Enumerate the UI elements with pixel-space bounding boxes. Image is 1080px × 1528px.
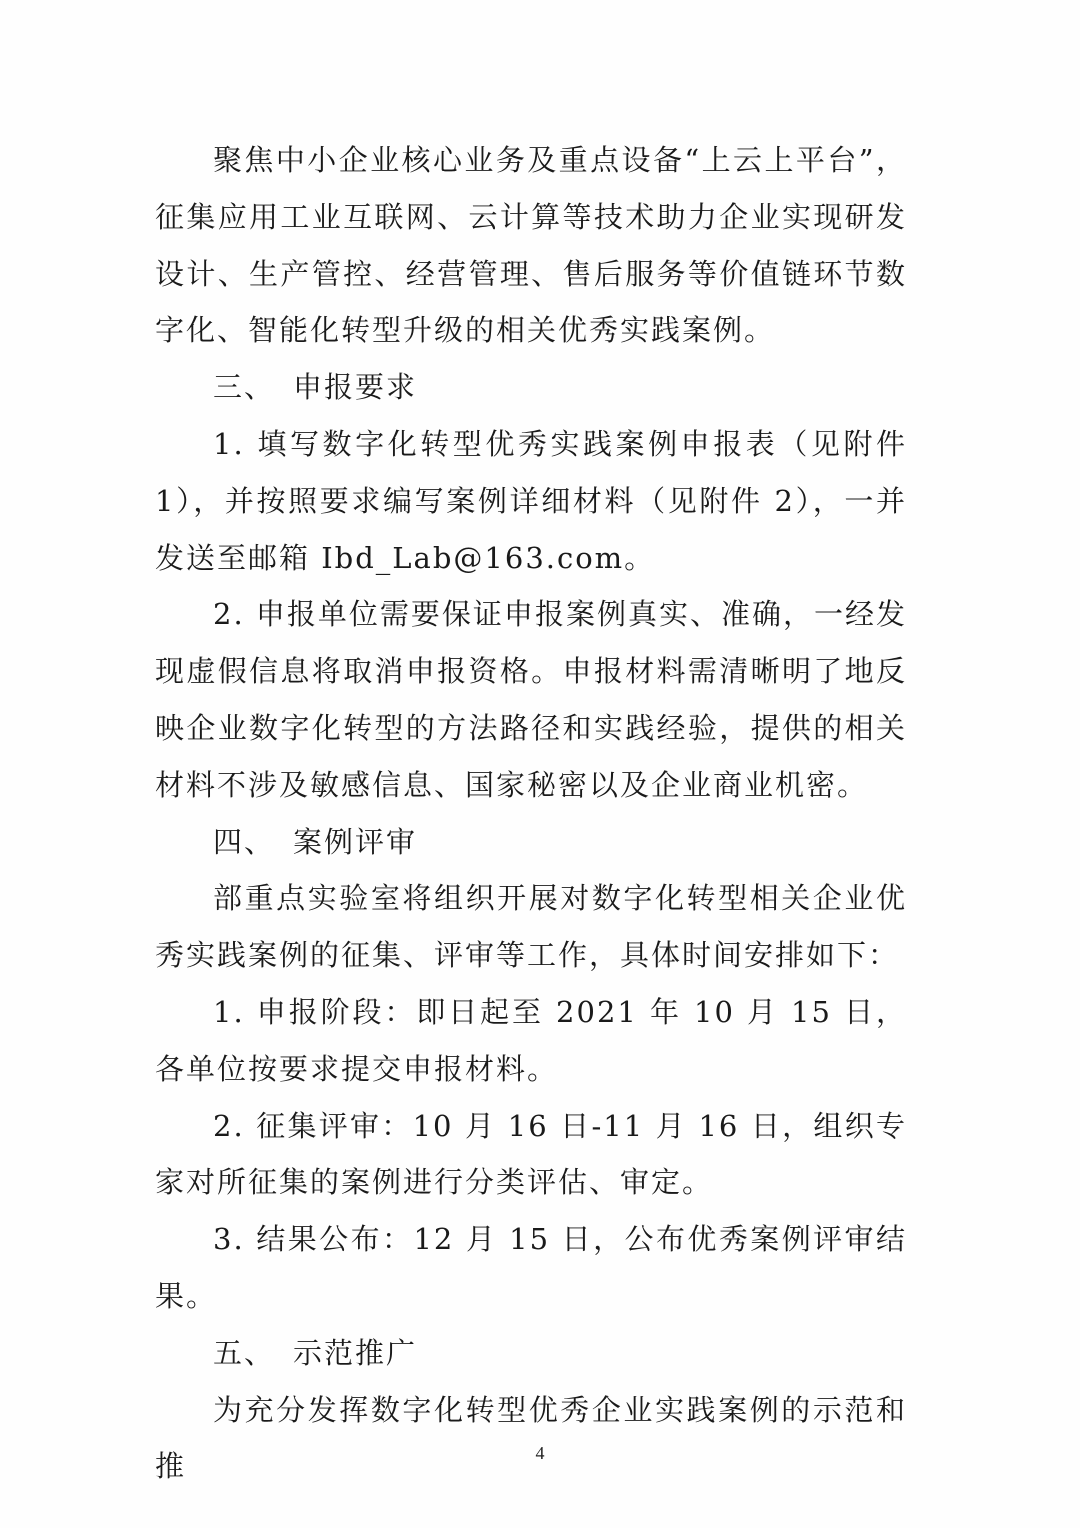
heading-application-requirements: [155, 359, 907, 416]
heading-demonstration: [155, 1325, 907, 1382]
heading-number: 三、: [213, 370, 276, 405]
heading-title: 案例评审: [293, 824, 418, 859]
para-stage-1: 1. 申报阶段：即日起至 2021 年 10 月 15 日，各单位按要求提交申报材料。: [155, 994, 907, 1086]
para-stage-3: 3. 结果公布：12 月 15 日，公布优秀案例评审结果。: [155, 1222, 907, 1313]
para-requirement-1: 1. 填写数字化转型优秀实践案例申报表（见附件 1），并按照要求编写案例详细材料（见附件 2），一并发送至邮箱 Ibd_Lab@163.com。: [155, 426, 907, 575]
heading-title: 申报要求: [293, 370, 418, 405]
heading-case-review: [155, 814, 907, 871]
heading-number: 五、: [213, 1335, 276, 1370]
heading-title: 示范推广: [293, 1335, 418, 1370]
para-requirement-2: 2. 申报单位需要保证申报案例真实、准确，一经发现虚假信息将取消申报资格。申报材料需清晰明了地反映企业数字化转型的方法路径和实践经验，提供的相关材料不涉及敏感信息、国家秘密以及企业商业机密。: [155, 597, 907, 802]
document-body: [155, 132, 907, 1495]
para-demonstration-intro: 为充分发挥数字化转型优秀企业实践案例的示范和推: [155, 1392, 907, 1484]
para-stage-2: 2. 征集评审：10 月 16 日-11 月 16 日，组织专家对所征集的案例进行分类评估、审定。: [155, 1108, 907, 1200]
para-review-intro: 部重点实验室将组织开展对数字化转型相关企业优秀实践案例的征集、评审等工作，具体时间安排如下：: [155, 881, 907, 973]
page-number: 4: [535, 1443, 545, 1463]
para-focus-cloud: 聚焦中小企业核心业务及重点设备“上云上平台”，征集应用工业互联网、云计算等技术助力企业实现研发设计、生产管控、经营管理、售后服务等价值链环节数字化、智能化转型升级的相关优秀实践案例。: [155, 143, 907, 348]
heading-number: 四、: [213, 824, 276, 859]
